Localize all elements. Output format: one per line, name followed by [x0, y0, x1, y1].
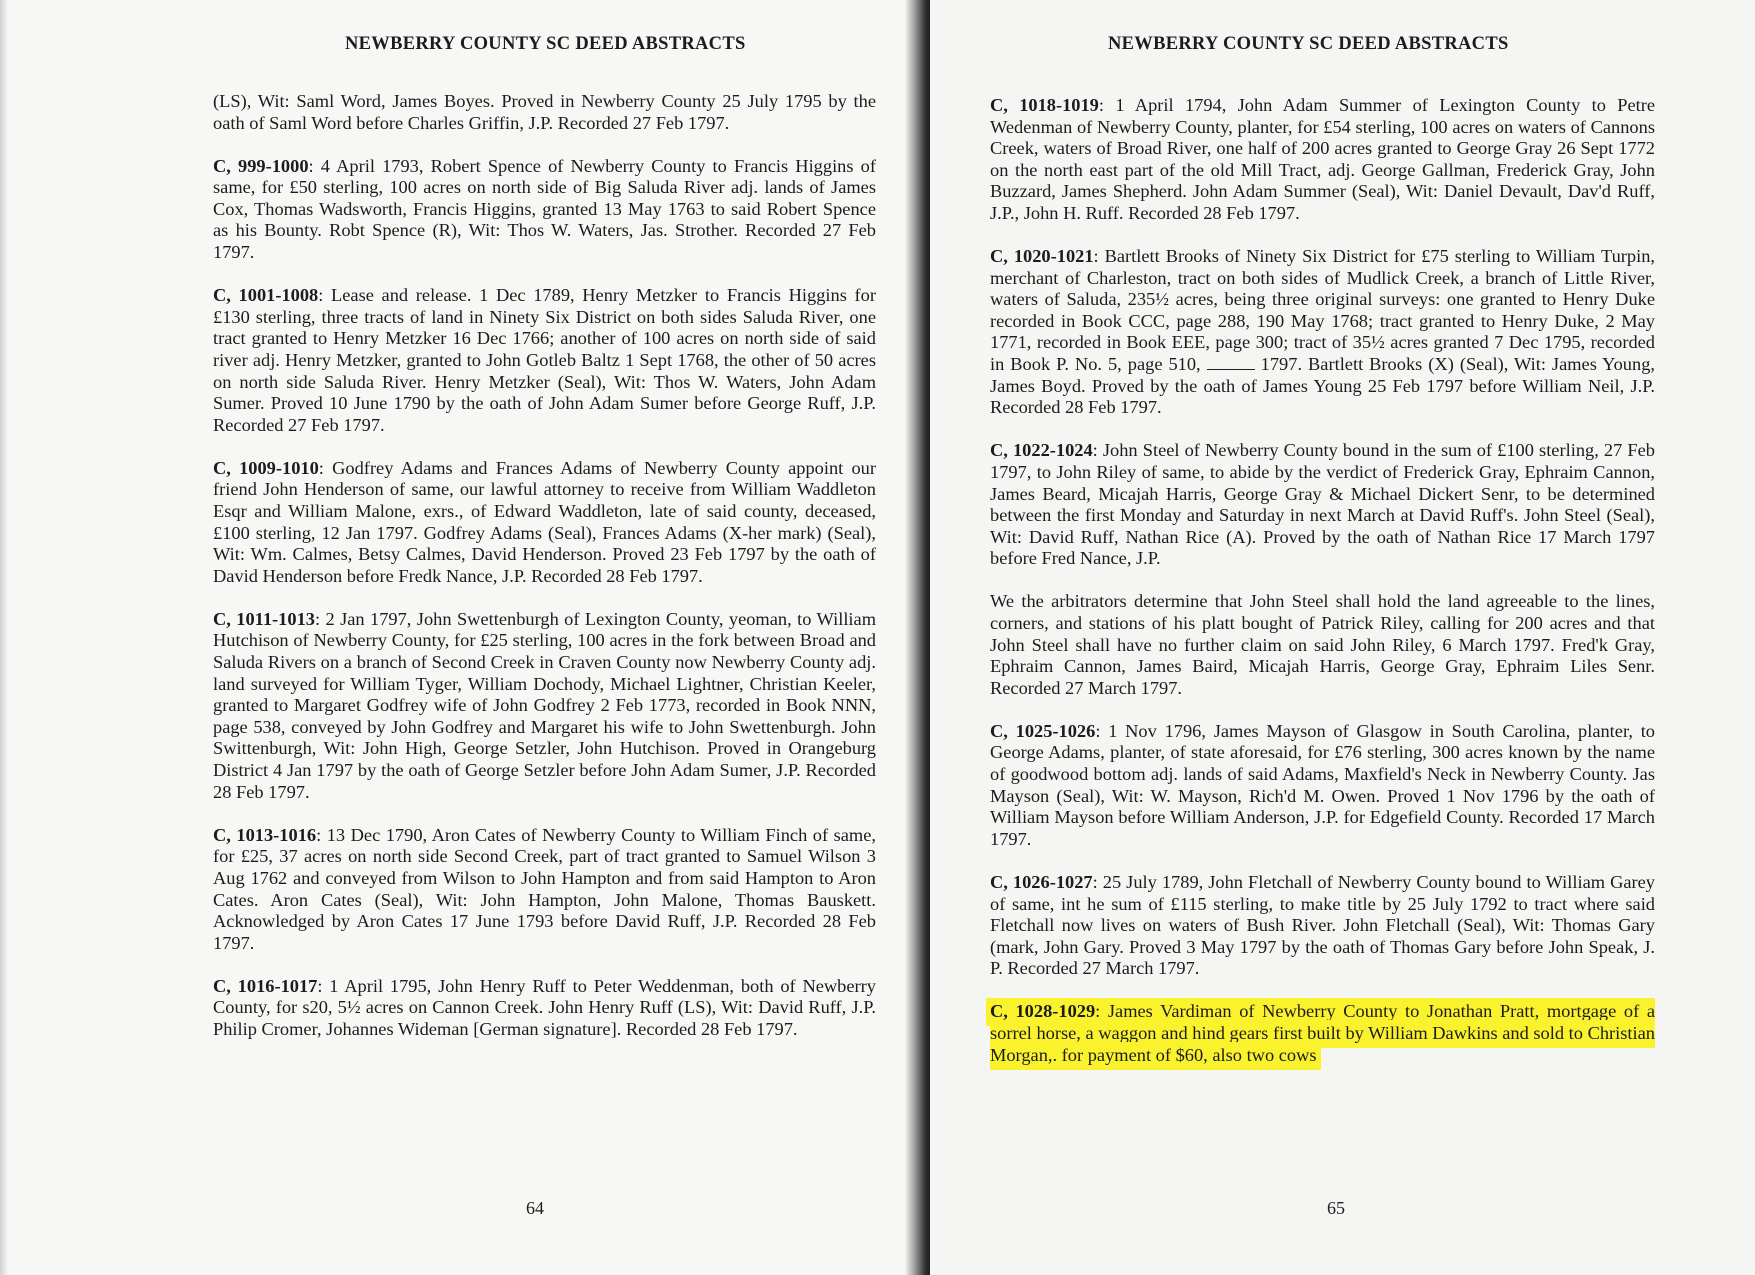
deed-entry	[213, 91, 876, 134]
blank-line	[1207, 355, 1255, 370]
entry-text: : 1 April 1794, John Adam Summer of Lexington County to Petre Wedenman of Newberry County, planter, for £54 sterling, 100 acres on waters of Cannons Creek, waters of Broad River, one half of 200 acres granted to George Gray 26 Sept 1772 on the north east part of the old Mill Tract, adj. George Gallman, Frederick Gray, John Buzzard, James Shepherd. John Adam Summer (Seal), Wit: Daniel Devault, Dav'd Ruff, J.P., John H. Ruff. Recorded 28 Feb 1797.	[990, 95, 1655, 223]
right-page	[930, 0, 1755, 1275]
entry-text: We the arbitrators determine that John Steel shall hold the land agreeable to the lines, corners, and stations of his platt bought of Patrick Riley, calling for 200 acres and that John Steel shall have no further claim on said John Riley, 6 March 1797. Fred'k Gray, Ephraim Cannon, James Baird, Micajah Harris, George Gray, Ephraim Liles Senr. Recorded 27 March 1797.	[990, 591, 1655, 698]
deed-entry	[990, 246, 1655, 419]
entry-reference: C, 1009-1010	[213, 457, 319, 478]
running-head: NEWBERRY COUNTY SC DEED ABSTRACTS	[1108, 34, 1509, 54]
entry-reference: C, 1025-1026	[990, 720, 1096, 741]
entry-reference: C, 1018-1019	[990, 95, 1099, 115]
text-column	[213, 91, 876, 1062]
entry-text: : Lease and release. 1 Dec 1789, Henry Metzker to Francis Higgins for £130 sterling, three tracts of land in Ninety Six District on both sides Saluda River, one tract granted to Henry Metzker 16 Dec 1766; another of 100 acres on north side of said river adj. Henry Metzker, granted to John Gotleb Baltz 1 Sept 1768, the other of 50 acres on north side Saluda River. Henry Metzker (Seal), Wit: Thos W. Waters, John Adam Sumer. Proved 10 June 1790 by the oath of John Adam Sumer before George Ruff, J.P. Recorded 27 Feb 1797.	[213, 285, 876, 435]
deed-entry	[213, 156, 876, 264]
entry-text: : 13 Dec 1790, Aron Cates of Newberry County to William Finch of same, for £25, 37 acres on north side Second Creek, part of tract granted to Samuel Wilson 3 Aug 1762 and conveyed from Wilson to John Hampton and from said Hampton to Aron Cates. Aron Cates (Seal), Wit: John Hampton, John Malone, Thomas Bauskett. Acknowledged by Aron Cates 17 June 1793 before David Ruff, J.P. Recorded 28 Feb 1797.	[213, 824, 876, 953]
entry-text: : 1 April 1795, John Henry Ruff to Peter Weddenman, both of Newberry County, for s20, 5½ acres on Cannon Creek. John Henry Ruff (LS), Wit: David Ruff, J.P. Philip Cromer, Johannes Wideman [German signature]. Recorded 28 Feb 1797.	[213, 975, 876, 1039]
entry-text: : John Steel of Newberry County bound in the sum of £100 sterling, 27 Feb 1797, to John Riley of same, to abide by the verdict of Frederick Gray, Ephraim Cannon, James Beard, Micajah Harris, George Gray & Michael Dickert Senr, to be determined between the first Monday and Saturday in next March at David Ruff's. John Steel (Seal), Wit: David Ruff, Nathan Rice (A). Proved by the oath of Nathan Rice 17 March 1797 before Fred Nance, J.P.	[990, 440, 1655, 569]
deed-entry	[213, 285, 876, 436]
entry-reference: C, 1028-1029	[990, 1001, 1096, 1022]
deed-entry	[990, 872, 1655, 980]
highlight-marker	[986, 1001, 1655, 1064]
deed-entry	[213, 609, 876, 803]
entry-text: : Bartlett Brooks of Ninety Six District for £75 sterling to William Turpin, merchant of Charleston, tract on both sides of Mudlick Creek, a branch of Little River, waters of Saluda, 235½ acres, being three original surveys: one granted to Henry Duke recorded in Book CCC, page 288, 190 May 1768; tract granted to Henry Duke, 2 May 1771, recorded in Book EEE, page 300; tract of 35½ acres granted 7 Dec 1795, recorded in Book P. No. 5, page 510,	[990, 246, 1655, 375]
deed-entry	[990, 591, 1655, 699]
page-edge-shadow	[0, 0, 8, 1275]
entry-text: : 2 Jan 1797, John Swettenburgh of Lexington County, yeoman, to William Hutchison of Newberry County, for £25 sterling, 100 acres in the fork between Broad and Saluda Rivers on a branch of Second Creek in Craven County now Newberry County adj. land surveyed for William Tyger, William Dochody, Michael Lightner, Christian Keeler, granted to Margaret Godfrey wife of John Godfrey 2 Feb 1773, recorded in Book NNN, page 538, conveyed by John Godfrey and Margaret his wife to John Swettenburgh. John Swittenburgh, Wit: John High, George Setzler, John Hutchison. Proved in Orangeburg District 4 Jan 1797 by the oath of George Setzler before John Adam Sumer, J.P. Recorded 28 Feb 1797.	[213, 608, 876, 802]
deed-entry	[990, 721, 1655, 851]
entry-text: : James Vardiman of Newberry County to Jonathan Pratt, mortgage of a sorrel horse, a waggon and hind gears first built by William Dawkins and sold to Christian Morgan,. for payment of $60, also two cows	[990, 1001, 1655, 1065]
entry-reference: C, 999-1000	[213, 155, 309, 176]
entry-reference: C, 1026-1027	[990, 871, 1093, 892]
text-column	[990, 95, 1655, 1088]
entry-reference: C, 1022-1024	[990, 440, 1093, 461]
deed-entry	[213, 458, 876, 588]
page-number: 65	[1327, 1198, 1345, 1218]
running-head: NEWBERRY COUNTY SC DEED ABSTRACTS	[345, 34, 746, 54]
deed-entry	[990, 95, 1655, 225]
entry-text: 1797. Bartlett Brooks (X) (Seal), Wit: James Young, James Boyd. Proved by the oath of James Young 25 Feb 1797 before William Neil, J.P. Recorded 28 Feb 1797.	[990, 354, 1655, 418]
deed-entry	[213, 825, 876, 955]
deed-entry	[990, 440, 1655, 570]
entry-reference: C, 1020-1021	[990, 246, 1094, 267]
entry-text: : 1 Nov 1796, James Mayson of Glasgow in South Carolina, planter, to George Adams, planter, of state aforesaid, for £76 sterling, 300 acres known by the name of goodwood bottom adj. lands of said Adams, Maxfield's Neck in Newberry County. Jas Mayson (Seal), Wit: W. Mayson, Rich'd M. Owen. Proved 1 Nov 1796 by the oath of William Mayson before William Anderson, J.P. for Edgefield County. Recorded 17 March 1797.	[990, 720, 1655, 849]
page-number: 64	[526, 1198, 544, 1218]
entry-text: : 25 July 1789, John Fletchall of Newberry County bound to William Garey of same, int he sum of £115 sterling, to make title by 25 July 1792 to tract where said Fletchall now lives on waters of Bush River. John Fletchall (Seal), Wit: Thomas Gary (mark, John Gary. Proved 3 May 1797 by the oath of Thomas Gary before John Speak, J. P. Recorded 27 March 1797.	[990, 871, 1655, 979]
entry-reference: C, 1016-1017	[213, 975, 318, 996]
entry-text: (LS), Wit: Saml Word, James Boyes. Proved in Newberry County 25 July 1795 by the oath of Saml Word before Charles Griffin, J.P. Recorded 27 Feb 1797.	[213, 91, 876, 133]
entry-reference: C, 1013-1016	[213, 824, 317, 845]
entry-text: : 4 April 1793, Robert Spence of Newberry County to Francis Higgins of same, for £50 sterling, 100 acres on north side of Big Saluda River adj. lands of James Cox, Thomas Wadsworth, Francis Higgins, granted 13 May 1763 to said Robert Spence as his Bounty. Robt Spence (R), Wit: Thos W. Waters, Jas. Strother. Recorded 27 Feb 1797.	[213, 155, 876, 263]
entry-reference: C, 1001-1008	[213, 285, 319, 306]
highlighted-deed-entry	[990, 1001, 1655, 1066]
entry-text: : Godfrey Adams and Frances Adams of Newberry County appoint our friend John Henderson of same, our lawful attorney to receive from William Waddleton Esqr and William Malone, exrs., of Edward Waddleton, late of said county, deceased, £100 sterling, 12 Jan 1797. Godfrey Adams (Seal), Frances Adams (X-her mark) (Seal), Wit: Wm. Calmes, Betsy Calmes, David Henderson. Proved 23 Feb 1797 by the oath of David Henderson before Fredk Nance, J.P. Recorded 28 Feb 1797.	[213, 457, 876, 586]
deed-entry	[213, 976, 876, 1041]
entry-reference: C, 1011-1013	[213, 608, 315, 629]
